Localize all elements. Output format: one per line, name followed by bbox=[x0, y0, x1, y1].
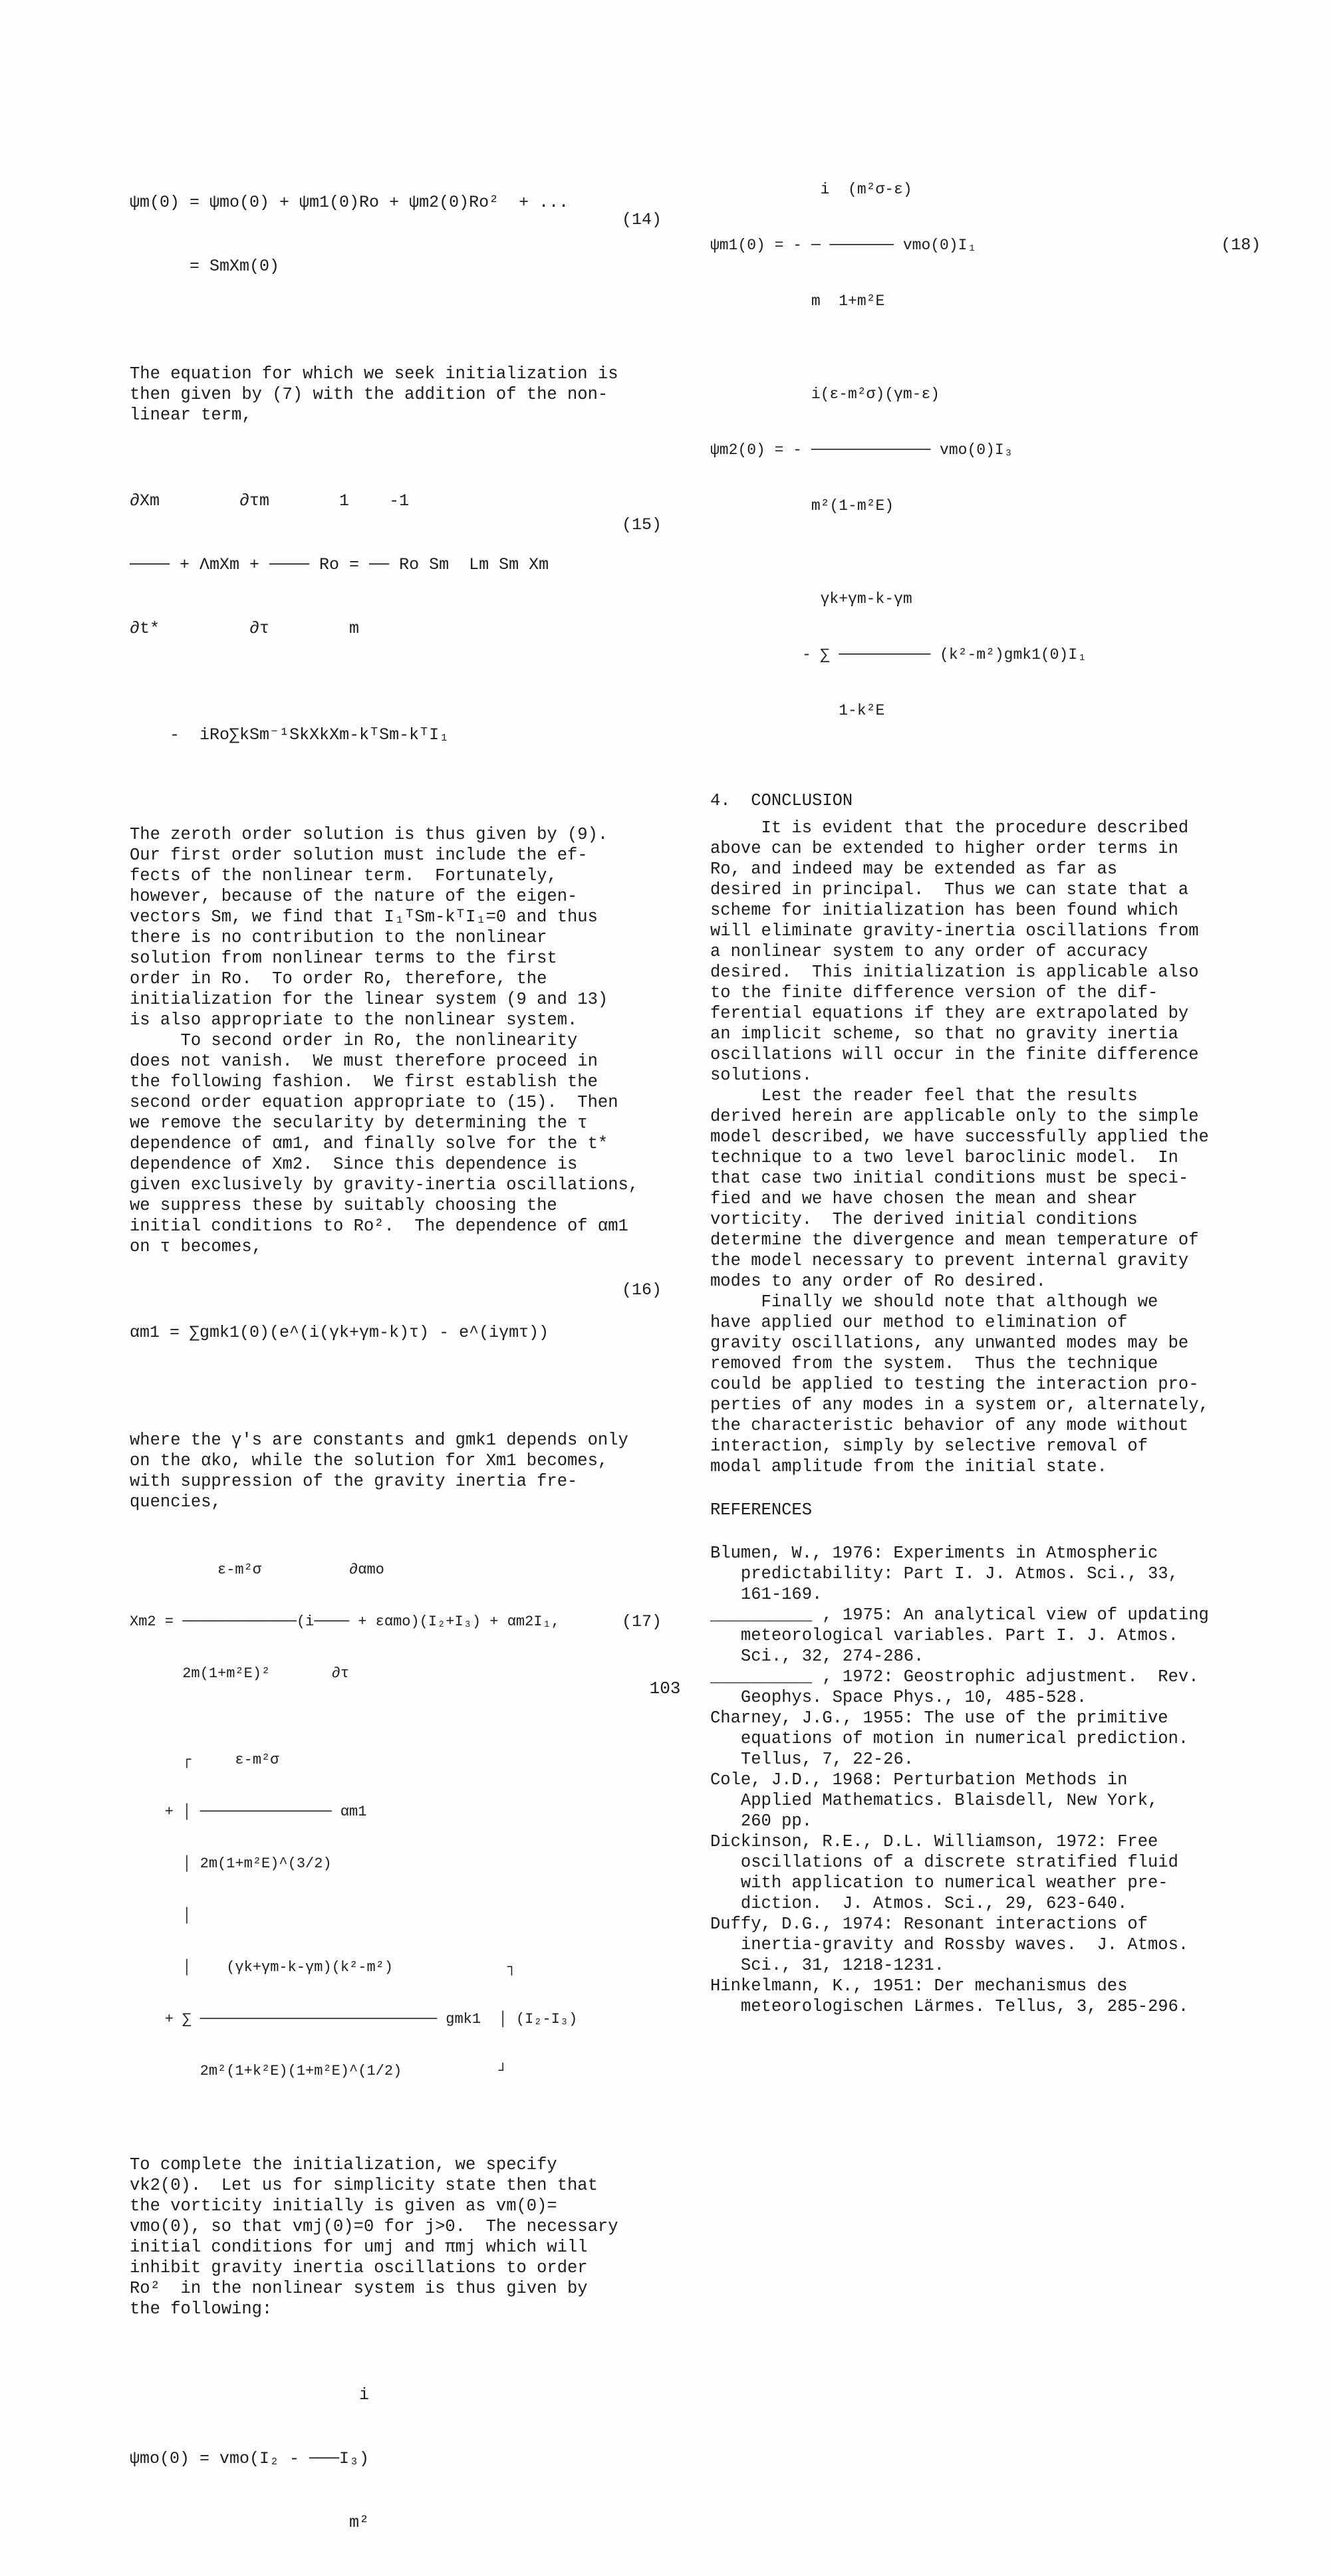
equation-psi-mo-line: m² bbox=[130, 2513, 370, 2532]
equation-number: (17) bbox=[621, 1612, 662, 1631]
right-column bbox=[710, 143, 1261, 2017]
reference-item: Hinkelmann, K., 1951: Der mechanismus des meteorologischen Lärmes. Tellus, 3, 285-296. bbox=[710, 1976, 1189, 2016]
equation-17 bbox=[130, 1527, 662, 2132]
equation-15-line: ∂t* ∂τ m bbox=[130, 619, 360, 638]
equation-17-line: Xm2 = ─────────────(i──── + εαmo)(I₂+I₃) + αm2I₁, bbox=[130, 1613, 560, 1630]
paragraph: To second order in Ro, the nonlinearity does not vanish. We must therefore proceed in the following fashion. We first establish the second order equation appropriate to (15). Then we remove the secularity by determining the τ dependence of αm1, and finally solve for the t* dependence of Xm2. Since this dependence is given exclusively by gravity-inertia oscillations, we suppress these by suitably choosing the initial conditions to Ro². The dependence of αm1 on τ becomes, bbox=[130, 1031, 639, 1256]
equation-17-line: │ bbox=[130, 1907, 192, 1924]
paragraph: It is evident that the procedure described above can be extended to higher order terms in Ro, and indeed may be extended as far as desired in principal. Thus we can state that a scheme for initialization has been found which will eliminate gravity-inertia oscillations from a nonlinear system to any order of accuracy desired. This initialization is applicable also to the finite difference version of the dif- ferential equations if they are extrapolated by an implicit scheme, so that no gravity inertia oscillations will occur in the finite difference solutions. bbox=[710, 818, 1199, 1085]
reference-item: Charney, J.G., 1955: The use of the primitive equations of motion in numerical prediction. Tellus, 7, 22-26. bbox=[710, 1708, 1189, 1769]
page-number: 103 bbox=[649, 1679, 681, 1698]
equation-number: (18) bbox=[1220, 235, 1261, 255]
equation-number: (15) bbox=[621, 515, 662, 534]
equation-14 bbox=[130, 150, 662, 341]
equation-18-line: 1-k²E bbox=[710, 702, 885, 719]
equation-18-line: ψm1(0) = - ─ ─────── vmo(0)I₁ bbox=[710, 237, 977, 254]
equation-18-line: i(ε-m²σ)(γm-ε) bbox=[710, 386, 940, 403]
section-heading-references: REFERENCES bbox=[710, 1500, 813, 1520]
equation-17-line: ε-m²σ ∂αmo bbox=[130, 1562, 384, 1578]
left-column bbox=[130, 150, 662, 2576]
section-heading-conclusion: 4. CONCLUSION bbox=[710, 791, 853, 810]
equation-17-line: 2m²(1+k²E)(1+m²E)^(1/2) ┘ bbox=[130, 2063, 507, 2079]
paragraph: Finally we should note that although we have applied our method to elimination of gravity oscillations, any unwanted modes may be removed from the system. Thus the technique could be applied to testing the interaction pro- perties of any modes in a system or, alternately, the characteristic behavior of any mode without interaction, simply by selective removal of modal amplitude from the initial state. bbox=[710, 1292, 1209, 1476]
reference-item: Blumen, W., 1976: Experiments in Atmospheric predictability: Part I. J. Atmos. Sci., 33, 161-169. bbox=[710, 1544, 1178, 1604]
equation-18-line: m²(1-m²E) bbox=[710, 497, 894, 515]
equation-17-line: 2m(1+m²E)² ∂τ bbox=[130, 1665, 350, 1682]
paragraph: To complete the initialization, we specify vk2(0). Let us for simplicity state then that the vorticity initially is given as vm(0)= vmo(0), so that vmj(0)=0 for j>0. The necessary initial conditions for umj and πmj which will inhibit gravity inertia oscillations to order Ro² in the nonlinear system is thus given by the following: bbox=[130, 2155, 618, 2319]
equation-number: (16) bbox=[621, 1280, 662, 1300]
paragraph: Lest the reader feel that the results derived herein are applicable only to the simple model described, we have successfully applied the technique to a two level baroclinic model. In that case two initial conditions must be speci- fied and we have chosen the mean and shear vorticity. The derived initial conditions determine the divergence and mean temperature of the model necessary to prevent internal gravity modes to any order of Ro desired. bbox=[710, 1086, 1209, 1291]
equation-16-line: αm1 = ∑gmk1(0)(e^(i(γk+γm-k)τ) - e^(iγmτ)) bbox=[130, 1323, 549, 1342]
equation-18-line: m 1+m²E bbox=[710, 293, 885, 310]
equation-17-line: │ 2m(1+m²E)^(3/2) bbox=[130, 1855, 332, 1872]
equation-15 bbox=[130, 448, 662, 810]
paragraph: The zeroth order solution is thus given by (9). Our first order solution must include the ef- fects of the nonlinear term. Fortunately, however, because of the nature of the eigen- vectors Sm, we find that I₁ᵀSm-kᵀI₁=0 and thus there is no contribution to the nonlinear solution from nonlinear terms to the first order in Ro. To order Ro, therefore, the initialization for the linear system (9 and 13) is also appropriate to the nonlinear system. bbox=[130, 825, 608, 1030]
equation-17-line: + │ ─────────────── αm1 bbox=[130, 1804, 367, 1820]
equation-psi-mo-line: i bbox=[130, 2385, 370, 2404]
equation-15-line: ∂Xm ∂τm 1 -1 bbox=[130, 491, 410, 511]
equation-15-line: - iRo∑kSm⁻¹SkXkXm-kᵀSm-kᵀI₁ bbox=[130, 725, 450, 745]
equation-18-line: - ∑ ────────── (k²-m²)gmk1(0)I₁ bbox=[710, 646, 1087, 663]
reference-item: Duffy, D.G., 1974: Resonant interactions of inertia-gravity and Rossby waves. J. Atmos. Sci., 31, 1218-1231. bbox=[710, 1915, 1189, 1975]
equation-18-line: i (m²σ-ε) bbox=[710, 181, 912, 198]
equation-18-line: γk+γm-k-γm bbox=[710, 590, 912, 608]
equation-17-line: │ (γk+γm-k-γm)(k²-m²) ┐ bbox=[130, 1959, 516, 1976]
reference-item: __________ , 1975: An analytical view of updating meteorological variables. Part I. J. Atmos. Sci., 32, 274-286. bbox=[710, 1605, 1209, 1666]
equation-psi-mo-line: ψmo(0) = vmo(I₂ - ───I₃) bbox=[130, 2449, 370, 2468]
equation-17-line: + ∑ ─────────────────────────── gmk1 │ (I₂-I₃) bbox=[130, 2011, 578, 2028]
equation-16 bbox=[130, 1280, 662, 1407]
equation-14-line: = SmXm(0) bbox=[130, 257, 280, 276]
reference-item: __________ , 1972: Geostrophic adjustment. Rev. Geophys. Space Phys., 10, 485-528. bbox=[710, 1667, 1199, 1707]
reference-item: Cole, J.D., 1968: Perturbation Methods in Applied Mathematics. Blaisdell, New York, 260 pp. bbox=[710, 1770, 1158, 1831]
equation-14-line: ψm(0) = ψmo(0) + ψm1(0)Ro + ψm2(0)Ro² + ... bbox=[130, 193, 569, 212]
paragraph: The equation for which we seek initialization is then given by (7) with the addition of the non- linear term, bbox=[130, 364, 618, 425]
equation-18 bbox=[710, 143, 1261, 776]
equation-number: (14) bbox=[621, 210, 662, 229]
equation-18-line: ψm2(0) = - ───────────── vmo(0)I₃ bbox=[710, 441, 1013, 459]
equation-psi-mo bbox=[130, 2342, 662, 2576]
equation-17-line: ┌ ε-m²σ bbox=[130, 1752, 279, 1768]
equation-15-line: ──── + ΛmXm + ──── Ro = ── Ro Sm Lm Sm Xm bbox=[130, 555, 549, 574]
reference-item: Dickinson, R.E., D.L. Williamson, 1972: Free oscillations of a discrete stratified fluid with application to numerical weather pre- diction. J. Atmos. Sci., 29, 623-640. bbox=[710, 1832, 1178, 1913]
paragraph: where the γ's are constants and gmk1 depends only on the αko, while the solution for Xm1 becomes, with suppression of the gravity inertia fre- quencies, bbox=[130, 1431, 628, 1512]
